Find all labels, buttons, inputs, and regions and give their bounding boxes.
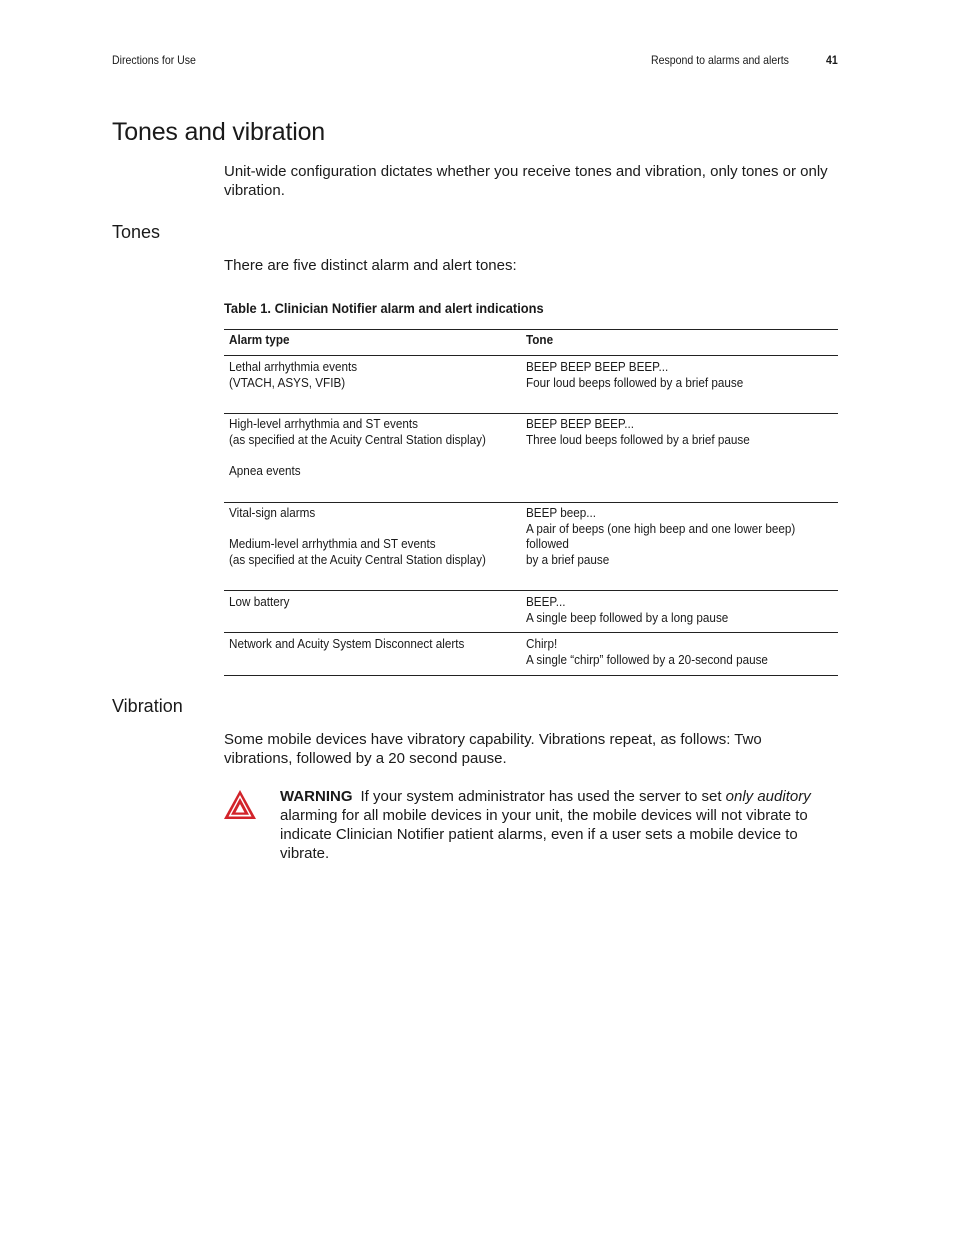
table-row-1-alarm: Lethal arrhythmia events (VTACH, ASYS, VFIB) xyxy=(229,359,358,390)
warning-text xyxy=(280,787,845,863)
warning-text-part: alarming for all mobile devices in your unit, the mobile devices will not vibrate to indicate Clinician Notifier patient alarms, even if a user sets a mobile device to vibrate. xyxy=(280,807,808,862)
table-row-rule xyxy=(224,502,838,503)
table-row-5-tone: Chirp! A single “chirp” followed by a 20-second pause xyxy=(526,636,768,667)
table-header-alarm-type: Alarm type xyxy=(229,332,290,347)
table-caption: Table 1. Clinician Notifier alarm and alert indications xyxy=(224,300,544,316)
running-header-right: Respond to alarms and alerts xyxy=(651,53,789,67)
table-header-tone: Tone xyxy=(526,332,554,347)
table-top-rule xyxy=(224,329,838,330)
running-header-left: Directions for Use xyxy=(112,53,196,67)
table-row-3-tone: BEEP beep... A pair of beeps (one high beep and one lower beep) followed by a brief pause xyxy=(526,505,796,567)
table-row-3-alarm: Vital-sign alarms Medium-level arrhythmia and ST events (as specified at the Acuity Central Station display) xyxy=(229,505,486,567)
tones-paragraph: There are five distinct alarm and alert tones: xyxy=(224,257,517,274)
table-row-4-tone: BEEP... A single beep followed by a long pause xyxy=(526,594,729,625)
warning-triangle-icon xyxy=(223,788,257,822)
table-row-rule xyxy=(224,590,838,591)
warning-label: WARNING xyxy=(280,788,353,805)
vibration-paragraph: Some mobile devices have vibratory capability. Vibrations repeat, as follows: Two vibrations, followed by a 20 second pause. xyxy=(224,731,762,767)
warning-emphasis: only auditory xyxy=(725,788,811,805)
table-bottom-rule xyxy=(224,675,838,676)
tones-heading: Tones xyxy=(112,222,161,242)
page-number: 41 xyxy=(826,53,838,67)
table-row-rule xyxy=(224,413,838,414)
table-header-rule xyxy=(224,355,838,356)
warning-text-part: If your system administrator has used the server to set xyxy=(360,788,726,805)
intro-paragraph: Unit-wide configuration dictates whether you receive tones and vibration, only tones or only vibration. xyxy=(224,163,828,199)
table-row-5-alarm: Network and Acuity System Disconnect alerts xyxy=(229,636,465,651)
page-title: Tones and vibration xyxy=(112,118,326,146)
table-row-2-alarm: High-level arrhythmia and ST events (as specified at the Acuity Central Station display) Apnea events xyxy=(229,416,486,478)
vibration-heading: Vibration xyxy=(112,696,183,716)
table-row-1-tone: BEEP BEEP BEEP BEEP... Four loud beeps followed by a brief pause xyxy=(526,359,744,390)
table-row-rule xyxy=(224,632,838,633)
table-row-4-alarm: Low battery xyxy=(229,594,290,609)
table-row-2-tone: BEEP BEEP BEEP... Three loud beeps followed by a brief pause xyxy=(526,416,750,447)
